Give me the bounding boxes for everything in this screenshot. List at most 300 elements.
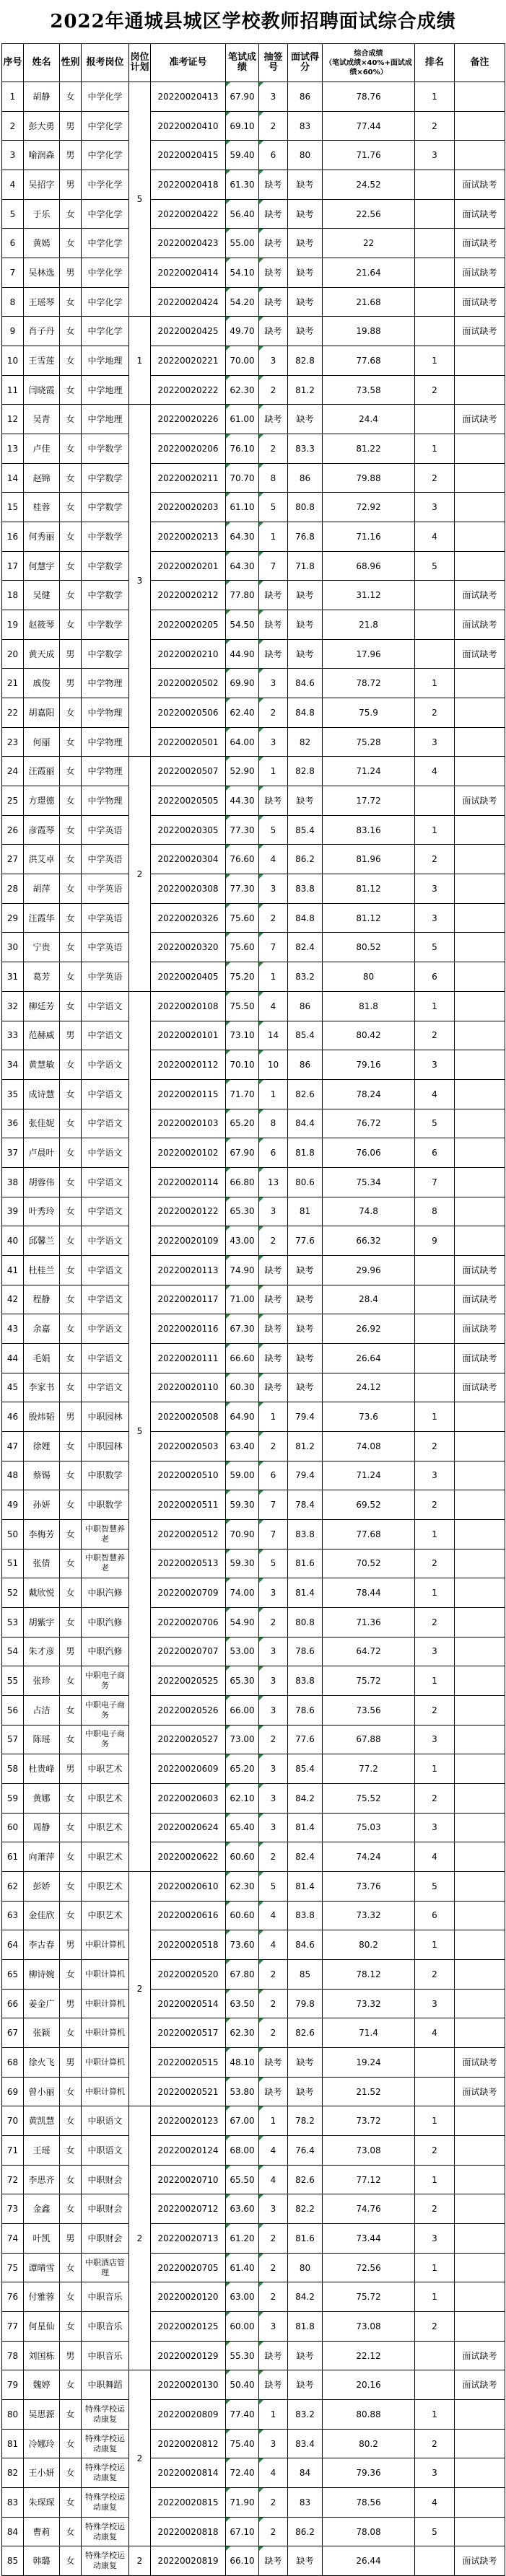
- table-row: [2, 493, 505, 522]
- cell-seq: 7: [2, 258, 24, 288]
- cell-written: 59.30: [226, 1490, 259, 1520]
- cell-written: 71.70: [226, 1079, 259, 1109]
- cell-lot: 4: [259, 1930, 288, 1960]
- cell-lot: 缺考: [259, 1285, 288, 1314]
- cell-plan: 2: [129, 757, 151, 991]
- cell-note: [455, 1549, 505, 1578]
- cell-name: 魏婷: [24, 2370, 60, 2400]
- cell-rank: 1: [415, 1519, 455, 1549]
- cell-lot: 2: [259, 2282, 288, 2312]
- cell-lot: 3: [259, 669, 288, 698]
- cell-rank: [415, 1373, 455, 1402]
- table-row: [2, 82, 505, 112]
- cell-lot: 8: [259, 463, 288, 493]
- table-row: [2, 1373, 505, 1402]
- header-seq: 序号: [2, 44, 24, 82]
- cell-position: 中职数学: [82, 1461, 129, 1490]
- table-row: [2, 1021, 505, 1050]
- cell-gender: 男: [60, 1637, 82, 1666]
- cell-note: [455, 698, 505, 728]
- cell-rank: 3: [415, 1989, 455, 2018]
- cell-lot: 缺考: [259, 229, 288, 258]
- cell-interview: 缺考: [288, 229, 323, 258]
- cell-seq: 72: [2, 2165, 24, 2194]
- cell-note: 面试缺考: [455, 317, 505, 346]
- cell-name: 黄天成: [24, 639, 60, 669]
- cell-interview: 71.8: [288, 551, 323, 581]
- cell-name: 冷娜玲: [24, 2429, 60, 2458]
- cell-ticket: 20220020713: [151, 2224, 226, 2254]
- cell-seq: 84: [2, 2517, 24, 2546]
- cell-combined: 17.96: [323, 639, 415, 669]
- cell-note: 面试缺考: [455, 1373, 505, 1402]
- cell-interview: 82.6: [288, 2165, 323, 2194]
- cell-interview: 80.6: [288, 1167, 323, 1197]
- cell-ticket: 20220020616: [151, 1901, 226, 1930]
- cell-written: 70.10: [226, 1050, 259, 1080]
- cell-written: 77.40: [226, 2400, 259, 2430]
- cell-seq: 21: [2, 669, 24, 698]
- cell-combined: 81.96: [323, 845, 415, 874]
- cell-name: 王小妍: [24, 2458, 60, 2488]
- cell-combined: 72.92: [323, 493, 415, 522]
- cell-name: 邱馨兰: [24, 1226, 60, 1256]
- cell-note: 面试缺考: [455, 786, 505, 816]
- header-position: 报考岗位: [82, 44, 129, 82]
- cell-written: 75.40: [226, 2429, 259, 2458]
- cell-ticket: 20220020114: [151, 1167, 226, 1197]
- cell-ticket: 20220020710: [151, 2165, 226, 2194]
- cell-ticket: 20220020603: [151, 1783, 226, 1813]
- cell-rank: [415, 1314, 455, 1344]
- cell-position: 中学数学: [82, 639, 129, 669]
- cell-combined: 71.36: [323, 1607, 415, 1637]
- cell-note: [455, 1960, 505, 1990]
- cell-interview: 83.4: [288, 2429, 323, 2458]
- cell-note: [455, 375, 505, 405]
- cell-lot: 2: [259, 1960, 288, 1990]
- table-row: [2, 141, 505, 170]
- cell-rank: [415, 229, 455, 258]
- cell-position: 中职园林: [82, 1402, 129, 1432]
- cell-ticket: 20220020809: [151, 2400, 226, 2430]
- cell-seq: 80: [2, 2400, 24, 2430]
- cell-combined: 71.24: [323, 757, 415, 786]
- cell-seq: 1: [2, 82, 24, 112]
- cell-combined: 78.44: [323, 1578, 415, 1608]
- cell-lot: 7: [259, 1490, 288, 1520]
- cell-interview: 77.6: [288, 1725, 323, 1754]
- cell-seq: 67: [2, 2018, 24, 2048]
- cell-note: [455, 2018, 505, 2048]
- cell-combined: 75.72: [323, 1666, 415, 1696]
- cell-written: 54.90: [226, 1607, 259, 1637]
- cell-interview: 82.4: [288, 1842, 323, 1872]
- cell-written: 71.00: [226, 1285, 259, 1314]
- cell-name: 杜贵峰: [24, 1754, 60, 1784]
- cell-position: 中学物理: [82, 757, 129, 786]
- cell-written: 62.30: [226, 1871, 259, 1901]
- cell-name: 曾小丽: [24, 2077, 60, 2106]
- cell-interview: 缺考: [288, 2341, 323, 2370]
- cell-seq: 36: [2, 1109, 24, 1138]
- cell-interview: 79.4: [288, 1461, 323, 1490]
- cell-position: 中学地理: [82, 405, 129, 434]
- cell-lot: 5: [259, 1549, 288, 1578]
- cell-note: [455, 1431, 505, 1461]
- cell-written: 56.40: [226, 199, 259, 229]
- cell-lot: 3: [259, 82, 288, 112]
- cell-lot: 缺考: [259, 170, 288, 200]
- cell-interview: 81.4: [288, 1813, 323, 1842]
- cell-combined: 76.06: [323, 1138, 415, 1168]
- cell-plan: 5: [129, 82, 151, 317]
- cell-plan: 5: [129, 991, 151, 1871]
- cell-name: 柳廷芳: [24, 991, 60, 1021]
- cell-rank: 1: [415, 1666, 455, 1696]
- cell-combined: 77.68: [323, 346, 415, 376]
- cell-interview: 81.2: [288, 375, 323, 405]
- cell-position: 中学数学: [82, 493, 129, 522]
- cell-seq: 68: [2, 2048, 24, 2078]
- cell-lot: 缺考: [259, 287, 288, 317]
- cell-written: 60.00: [226, 2312, 259, 2342]
- table-row: [2, 170, 505, 200]
- cell-rank: 2: [415, 1607, 455, 1637]
- cell-written: 76.10: [226, 434, 259, 464]
- cell-interview: 78.6: [288, 1637, 323, 1666]
- table-row: [2, 1725, 505, 1754]
- cell-gender: 男: [60, 2341, 82, 2370]
- cell-interview: 84.2: [288, 2282, 323, 2312]
- cell-position: 特殊学校运动康复: [82, 2458, 129, 2488]
- cell-ticket: 20220020125: [151, 2312, 226, 2342]
- cell-name: 杜桂兰: [24, 1255, 60, 1285]
- cell-combined: 67.88: [323, 1725, 415, 1754]
- cell-interview: 84.4: [288, 1109, 323, 1138]
- cell-interview: 缺考: [288, 405, 323, 434]
- cell-lot: 2: [259, 375, 288, 405]
- cell-rank: 2: [415, 698, 455, 728]
- cell-seq: 82: [2, 2458, 24, 2488]
- cell-ticket: 20220020123: [151, 2106, 226, 2136]
- cell-combined: 21.68: [323, 287, 415, 317]
- cell-lot: 3: [259, 1637, 288, 1666]
- cell-combined: 81.12: [323, 903, 415, 933]
- cell-gender: 女: [60, 1343, 82, 1373]
- cell-note: 面试缺考: [455, 199, 505, 229]
- cell-combined: 78.12: [323, 1960, 415, 1990]
- cell-position: 中学化学: [82, 82, 129, 112]
- cell-note: [455, 1989, 505, 2018]
- cell-name: 韩璐: [24, 2546, 60, 2576]
- cell-ticket: 20220020413: [151, 82, 226, 112]
- cell-ticket: 20220020521: [151, 2077, 226, 2106]
- cell-position: 中学英语: [82, 845, 129, 874]
- cell-note: 面试缺考: [455, 2341, 505, 2370]
- cell-note: [455, 933, 505, 962]
- table-row: [2, 1314, 505, 1344]
- cell-combined: 26.64: [323, 1343, 415, 1373]
- cell-name: 宁贵: [24, 933, 60, 962]
- table-row: [2, 2429, 505, 2458]
- cell-ticket: 20220020502: [151, 669, 226, 698]
- cell-seq: 40: [2, 1226, 24, 1256]
- cell-rank: 2: [415, 463, 455, 493]
- cell-ticket: 20220020506: [151, 698, 226, 728]
- cell-interview: 81.6: [288, 2224, 323, 2254]
- cell-note: [455, 141, 505, 170]
- cell-written: 63.50: [226, 1989, 259, 2018]
- cell-combined: 72.56: [323, 2253, 415, 2282]
- cell-seq: 34: [2, 1050, 24, 1080]
- cell-note: [455, 2224, 505, 2254]
- table-row: [2, 1960, 505, 1990]
- table-row: [2, 991, 505, 1021]
- cell-interview: 81.8: [288, 1138, 323, 1168]
- cell-combined: 73.32: [323, 1901, 415, 1930]
- cell-gender: 女: [60, 1167, 82, 1197]
- cell-seq: 58: [2, 1754, 24, 1784]
- cell-seq: 60: [2, 1813, 24, 1842]
- cell-interview: 84.2: [288, 1783, 323, 1813]
- table-row: [2, 2106, 505, 2136]
- cell-gender: 女: [60, 1138, 82, 1168]
- cell-position: 中学地理: [82, 346, 129, 376]
- cell-ticket: 20220020222: [151, 375, 226, 405]
- cell-rank: 3: [415, 1813, 455, 1842]
- cell-name: 桂蓉: [24, 493, 60, 522]
- cell-combined: 19.24: [323, 2048, 415, 2078]
- cell-interview: 80.8: [288, 493, 323, 522]
- cell-note: [455, 551, 505, 581]
- cell-position: 中职计算机: [82, 1989, 129, 2018]
- cell-note: 面试缺考: [455, 1255, 505, 1285]
- cell-lot: 缺考: [259, 317, 288, 346]
- cell-seq: 83: [2, 2488, 24, 2518]
- table-row: [2, 2224, 505, 2254]
- cell-seq: 26: [2, 815, 24, 845]
- cell-rank: 4: [415, 1842, 455, 1872]
- cell-note: [455, 1461, 505, 1490]
- cell-note: [455, 1519, 505, 1549]
- cell-name: 金佳欣: [24, 1901, 60, 1930]
- cell-lot: 14: [259, 1021, 288, 1050]
- cell-ticket: 20220020812: [151, 2429, 226, 2458]
- cell-position: 中学化学: [82, 287, 129, 317]
- cell-combined: 79.36: [323, 2458, 415, 2488]
- cell-position: 中职汽修: [82, 1578, 129, 1608]
- cell-rank: [415, 405, 455, 434]
- cell-ticket: 20220020814: [151, 2458, 226, 2488]
- cell-gender: 女: [60, 991, 82, 1021]
- cell-note: 面试缺考: [455, 2048, 505, 2078]
- cell-ticket: 20220020201: [151, 551, 226, 581]
- cell-ticket: 20220020706: [151, 1607, 226, 1637]
- cell-written: 54.20: [226, 287, 259, 317]
- cell-name: 李梅芳: [24, 1519, 60, 1549]
- cell-written: 64.00: [226, 727, 259, 757]
- cell-gender: 男: [60, 141, 82, 170]
- cell-note: [455, 2458, 505, 2488]
- cell-ticket: 20220020513: [151, 1549, 226, 1578]
- cell-combined: 26.44: [323, 2546, 415, 2576]
- table-row: [2, 2077, 505, 2106]
- cell-note: [455, 1197, 505, 1226]
- cell-position: 中学数学: [82, 581, 129, 610]
- cell-seq: 31: [2, 962, 24, 992]
- cell-gender: 女: [60, 2018, 82, 2048]
- cell-written: 73.10: [226, 1021, 259, 1050]
- cell-interview: 82.4: [288, 933, 323, 962]
- table-row: [2, 2517, 505, 2546]
- table-row: [2, 1549, 505, 1578]
- cell-gender: 女: [60, 903, 82, 933]
- cell-combined: 78.08: [323, 2517, 415, 2546]
- cell-combined: 19.88: [323, 317, 415, 346]
- cell-position: 中学英语: [82, 815, 129, 845]
- cell-gender: 女: [60, 2517, 82, 2546]
- cell-interview: 83.8: [288, 874, 323, 904]
- cell-lot: 2: [259, 434, 288, 464]
- cell-position: 中学化学: [82, 229, 129, 258]
- cell-seq: 52: [2, 1578, 24, 1608]
- cell-seq: 79: [2, 2370, 24, 2400]
- cell-name: 姜金广: [24, 1989, 60, 2018]
- table-row: [2, 1490, 505, 1520]
- cell-name: 毛娟: [24, 1343, 60, 1373]
- cell-rank: 1: [415, 2165, 455, 2194]
- cell-rank: 1: [415, 991, 455, 1021]
- table-row: [2, 698, 505, 728]
- cell-note: [455, 1666, 505, 1696]
- cell-interview: 83: [288, 111, 323, 141]
- cell-note: [455, 1783, 505, 1813]
- cell-position: 中职艺术: [82, 1813, 129, 1842]
- cell-rank: [415, 1343, 455, 1373]
- table-row: [2, 405, 505, 434]
- cell-interview: 缺考: [288, 199, 323, 229]
- cell-name: 叶凯: [24, 2224, 60, 2254]
- table-row: [2, 2458, 505, 2488]
- cell-note: 面试缺考: [455, 639, 505, 669]
- cell-position: 中学语文: [82, 1197, 129, 1226]
- cell-written: 67.00: [226, 2106, 259, 2136]
- cell-plan: 2: [129, 1871, 151, 2106]
- cell-seq: 76: [2, 2282, 24, 2312]
- cell-combined: 78.72: [323, 669, 415, 698]
- cell-ticket: 20220020622: [151, 1842, 226, 1872]
- cell-seq: 78: [2, 2341, 24, 2370]
- cell-ticket: 20220020308: [151, 874, 226, 904]
- cell-interview: 缺考: [288, 2546, 323, 2576]
- cell-gender: 女: [60, 1695, 82, 1725]
- cell-name: 何秀丽: [24, 522, 60, 552]
- cell-note: 面试缺考: [455, 2370, 505, 2400]
- cell-combined: 71.24: [323, 1461, 415, 1490]
- cell-seq: 75: [2, 2253, 24, 2282]
- cell-lot: 2: [259, 1842, 288, 1872]
- results-table: [1, 43, 505, 2576]
- table-row: [2, 2194, 505, 2224]
- cell-name: 吴健: [24, 581, 60, 610]
- cell-rank: 3: [415, 903, 455, 933]
- cell-written: 48.10: [226, 2048, 259, 2078]
- cell-rank: 5: [415, 551, 455, 581]
- cell-written: 76.60: [226, 845, 259, 874]
- table-row: [2, 757, 505, 786]
- cell-rank: 2: [415, 2312, 455, 2342]
- cell-name: 喻润森: [24, 141, 60, 170]
- table-row: [2, 815, 505, 845]
- cell-ticket: 20220020526: [151, 1695, 226, 1725]
- cell-ticket: 20220020103: [151, 1109, 226, 1138]
- cell-written: 70.00: [226, 346, 259, 376]
- table-row: [2, 2048, 505, 2078]
- cell-rank: 2: [415, 2136, 455, 2166]
- cell-interview: 76.4: [288, 2136, 323, 2166]
- cell-interview: 77.6: [288, 1226, 323, 1256]
- cell-combined: 21.52: [323, 2077, 415, 2106]
- cell-gender: 女: [60, 1519, 82, 1549]
- cell-ticket: 20220020508: [151, 1402, 226, 1432]
- cell-seq: 74: [2, 2224, 24, 2254]
- table-row: [2, 463, 505, 493]
- cell-written: 59.30: [226, 1549, 259, 1578]
- cell-name: 殷炜韬: [24, 1402, 60, 1432]
- cell-interview: 78.6: [288, 1695, 323, 1725]
- cell-lot: 13: [259, 1167, 288, 1197]
- cell-note: [455, 1050, 505, 1080]
- cell-interview: 缺考: [288, 1373, 323, 1402]
- cell-gender: 女: [60, 2312, 82, 2342]
- cell-seq: 3: [2, 141, 24, 170]
- cell-rank: 3: [415, 1725, 455, 1754]
- table-row: [2, 639, 505, 669]
- cell-name: 朱琛琛: [24, 2488, 60, 2518]
- cell-written: 61.30: [226, 170, 259, 200]
- cell-lot: 2: [259, 2224, 288, 2254]
- cell-ticket: 20220020210: [151, 639, 226, 669]
- cell-position: 特殊学校运动康复: [82, 2400, 129, 2430]
- cell-note: 面试缺考: [455, 229, 505, 258]
- cell-rank: [415, 199, 455, 229]
- cell-seq: 71: [2, 2136, 24, 2166]
- cell-note: [455, 1226, 505, 1256]
- cell-ticket: 20220020111: [151, 1343, 226, 1373]
- table-row: [2, 903, 505, 933]
- cell-name: 吴思源: [24, 2400, 60, 2430]
- cell-note: [455, 1725, 505, 1754]
- cell-seq: 25: [2, 786, 24, 816]
- table-body: [2, 82, 505, 2576]
- cell-position: 中职艺术: [82, 1754, 129, 1784]
- cell-interview: 84.8: [288, 698, 323, 728]
- cell-interview: 82.6: [288, 2018, 323, 2048]
- cell-rank: 1: [415, 2106, 455, 2136]
- table-row: [2, 1519, 505, 1549]
- cell-position: 中学英语: [82, 933, 129, 962]
- cell-note: [455, 2106, 505, 2136]
- cell-note: 面试缺考: [455, 2077, 505, 2106]
- cell-ticket: 20220020113: [151, 1255, 226, 1285]
- cell-gender: 女: [60, 1373, 82, 1402]
- cell-gender: 女: [60, 1901, 82, 1930]
- cell-rank: [415, 581, 455, 610]
- cell-written: 61.10: [226, 493, 259, 522]
- table-row: [2, 1666, 505, 1696]
- cell-lot: 缺考: [259, 2048, 288, 2078]
